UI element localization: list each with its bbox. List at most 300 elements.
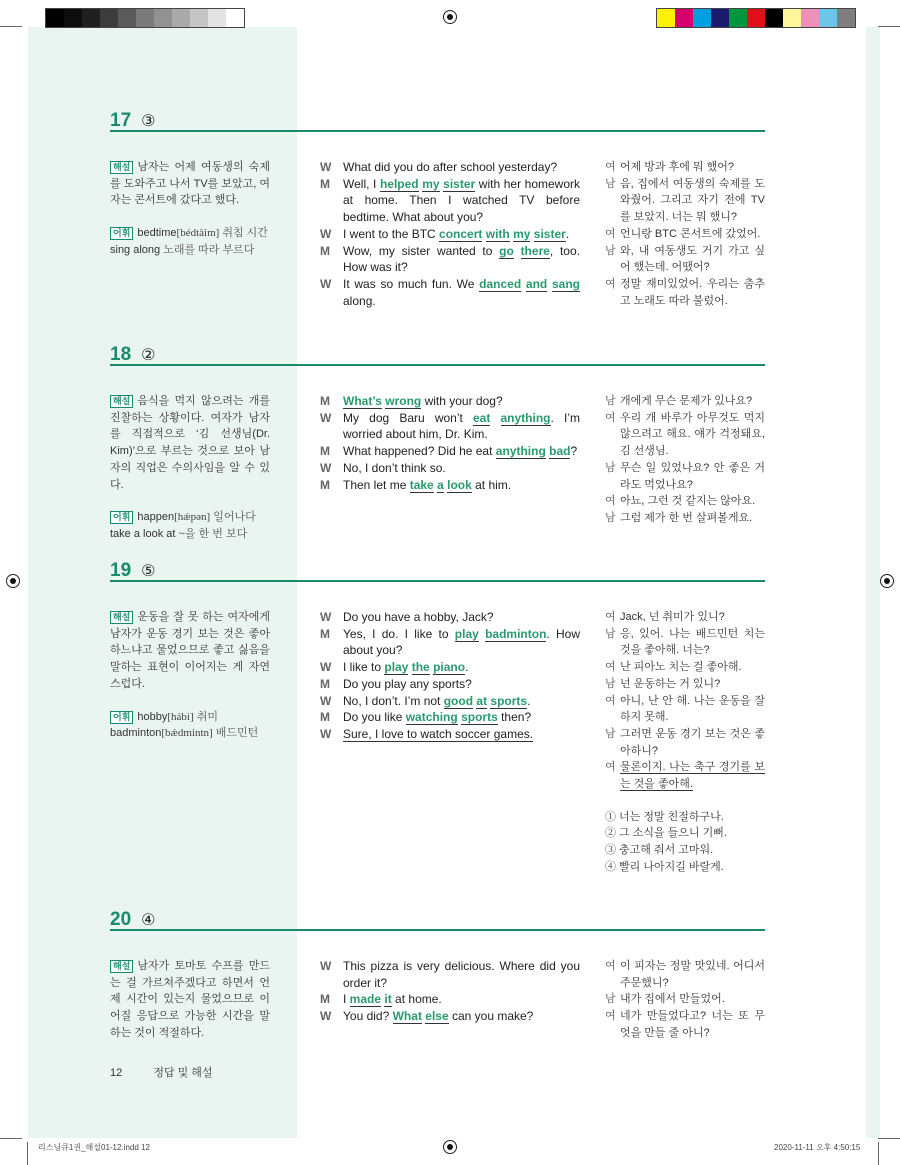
dialogue-text xyxy=(343,159,580,176)
dialogue-text xyxy=(343,393,580,410)
vocabulary-list xyxy=(110,709,270,742)
fill-in-blank-answer: at xyxy=(476,693,488,708)
translation-text-body: 아니, 난 안 해. 나는 운동을 잘하지 못해. xyxy=(620,694,765,724)
translation-line xyxy=(605,759,765,792)
translation-text-body: 난 피아노 치는 걸 좋아해. xyxy=(620,661,742,674)
translation-line xyxy=(605,991,765,1008)
translation-text-body: 무슨 일 있었나요? 안 좋은 거라도 먹었나요? xyxy=(620,461,765,491)
fill-in-blank-answer: go xyxy=(499,243,514,258)
translation-text xyxy=(620,726,765,759)
translation-text-body: 우리 개 바루가 아무것도 먹지 않으려고 해요. 얘가 걱정돼요, 김 선생님. xyxy=(620,411,765,458)
vocab-phonetic: [bédtàim] xyxy=(176,227,220,240)
translation-line xyxy=(605,958,765,991)
fill-in-blank-answer: there xyxy=(520,243,550,258)
question-number: 19 xyxy=(110,560,132,581)
translation-text-body: 언니랑 BTC 콘서트에 갔었어. xyxy=(620,227,761,240)
speaker-label: W xyxy=(320,1009,332,1024)
vocab-item xyxy=(110,526,270,543)
dialogue-segment: can you make? xyxy=(448,1009,534,1024)
fill-in-blank-answer: sang xyxy=(552,276,581,291)
translation-line xyxy=(605,693,765,726)
dialogue-segment: It was so much fun. We xyxy=(343,276,480,291)
translation-text-body: 응, 있어. 나는 배드민턴 치는 것을 좋아해. 너는? xyxy=(620,627,765,657)
translation-text-body: 네가 만들었다고? 너는 또 무엇을 만들 줄 아니? xyxy=(620,1010,765,1039)
speaker-label: M xyxy=(320,710,330,725)
speaker-label: W xyxy=(320,160,332,174)
dialogue-line xyxy=(320,659,580,676)
right-panel-strip xyxy=(866,27,880,1138)
vocab-meaning: 일어나다 xyxy=(213,511,256,524)
gray-swatch xyxy=(154,9,172,27)
dialogue-line xyxy=(320,159,580,176)
explanation-body: 음식을 먹지 않으려는 개를 진찰하는 상황이다. 여자가 남자를 직접적으로 ‘김 선생님(Dr. Kim)’으로 부르는 것으로 보아 남자의 직업은 수의사임을 알 수 있다. xyxy=(110,395,270,491)
korean-translation xyxy=(605,393,765,527)
vocab-item xyxy=(110,225,270,242)
dialogue-line xyxy=(320,176,580,226)
dialogue-text xyxy=(343,410,580,443)
dialogue-segment: Sure, I love to watch soccer games. xyxy=(343,726,534,741)
speaker-label: W xyxy=(320,959,332,973)
fill-in-blank-answer: helped xyxy=(379,176,419,191)
translation-text xyxy=(620,626,765,659)
translation-text-body: 이 피자는 정말 맛있네. 어디서 주문했니? xyxy=(620,960,765,989)
answer-option: ① 너는 정말 친절하구나. xyxy=(605,810,724,823)
translation-line xyxy=(605,176,765,226)
fill-in-blank-answer: look xyxy=(447,477,472,492)
korean-translation xyxy=(605,609,765,876)
fill-in-blank-answer: made xyxy=(349,992,382,1007)
answer-option: ③ 충고해 줘서 고마워. xyxy=(605,844,714,857)
translation-text xyxy=(620,460,765,493)
translation-line xyxy=(605,1008,765,1041)
gray-swatch xyxy=(136,9,154,27)
dialogue-text xyxy=(343,176,580,226)
dialogue-segment: What did you do after school yesterday? xyxy=(343,160,558,174)
dialogue-segment: I went to the BTC xyxy=(343,226,440,241)
speaker-label: M xyxy=(320,176,330,191)
vocab-meaning: ~을 한 번 보다 xyxy=(178,527,248,540)
color-swatch xyxy=(783,9,801,27)
dialogue-text xyxy=(343,609,580,626)
translation-text xyxy=(620,493,765,510)
explanation-text xyxy=(110,159,270,209)
translation-speaker: 남 xyxy=(605,677,616,690)
speaker-label: W xyxy=(320,226,332,241)
explanation-body: 운동을 잘 못 하는 여자에게 남자가 운동 경기 보는 것은 좋아하느냐고 물었으므로 좋고 싫음을 말하는 표현이 이어지는 게 자연스럽다. xyxy=(110,611,270,690)
trim-mark xyxy=(27,1142,28,1165)
gray-swatch xyxy=(82,9,100,27)
fill-in-blank-answer: anything xyxy=(500,410,551,425)
translation-speaker: 여 xyxy=(605,277,616,290)
dialogue-segment: What happened? Did he eat xyxy=(343,444,496,459)
translation-text xyxy=(620,243,765,276)
fill-in-blank-answer: What xyxy=(392,1009,422,1024)
answer-choice: ④ xyxy=(141,912,156,929)
page-number: 12 xyxy=(110,1067,123,1079)
vocab-item xyxy=(110,509,270,526)
answer-options xyxy=(605,809,765,876)
translation-text xyxy=(620,176,765,226)
translation-speaker: 여 xyxy=(605,661,616,674)
translation-text-body: 내가 집에서 만들었어. xyxy=(620,993,725,1006)
dialogue-line xyxy=(320,477,580,494)
translation-text-body: 아뇨, 그런 것 같지는 않아요. xyxy=(620,495,756,508)
explanation-tag: 해설 xyxy=(110,611,133,624)
slug-timestamp: 2020-11-11 오후 4:50:15 xyxy=(774,1143,861,1152)
speaker-label: W xyxy=(320,410,332,425)
dialogue-segment: Do you have a hobby, Jack? xyxy=(343,610,494,624)
translation-speaker: 남 xyxy=(605,993,616,1006)
dialogue-segment: . I’m worried about him, Dr. Kim. xyxy=(343,410,580,442)
answer-option: ② 그 소식을 들으니 기뻐. xyxy=(605,827,727,840)
translation-speaker: 여 xyxy=(605,761,616,774)
dialogue-segment: I like to xyxy=(343,660,385,675)
translation-line xyxy=(605,159,765,176)
translation-speaker: 여 xyxy=(605,694,616,707)
korean-translation xyxy=(605,159,765,309)
dialogue-segment: Then let me xyxy=(343,477,410,492)
question-number: 20 xyxy=(110,909,132,930)
translation-text-body: 음, 집에서 여동생의 숙제를 도와줬어. 그리고 자기 전에 TV를 보았지. 너는 뭐 했니? xyxy=(620,177,765,224)
vocab-word: hobby xyxy=(137,710,168,723)
dialogue-text xyxy=(343,659,580,676)
dialogue-text xyxy=(343,1008,580,1025)
dialogue-text xyxy=(343,958,580,991)
explanation-tag: 해설 xyxy=(110,960,133,973)
color-swatch xyxy=(657,9,675,27)
dialogue-segment: then? xyxy=(497,710,532,725)
translation-speaker: 여 xyxy=(605,611,616,623)
page-footer xyxy=(110,1064,241,1080)
speaker-label: W xyxy=(320,726,332,741)
translation-speaker: 남 xyxy=(605,727,616,740)
dialogue-line xyxy=(320,626,580,659)
gray-swatch xyxy=(172,9,190,27)
fill-in-blank-answer: What’s xyxy=(343,394,382,408)
fill-in-blank-answer: badminton xyxy=(485,626,547,641)
speaker-label: W xyxy=(320,610,332,624)
translation-text-body: 어제 방과 후에 뭐 했어? xyxy=(620,161,734,173)
translation-line xyxy=(605,243,765,276)
fill-in-blank-answer: piano xyxy=(433,660,466,675)
vocabulary-tag: 어휘 xyxy=(110,511,133,524)
fill-in-blank-answer: sister xyxy=(443,176,476,191)
registration-mark-icon xyxy=(443,10,457,24)
dialogue-line xyxy=(320,460,580,477)
speaker-label: M xyxy=(320,477,330,492)
dialogue-line xyxy=(320,276,580,309)
dialogue-text xyxy=(343,693,580,710)
translation-line xyxy=(605,676,765,693)
speaker-label: M xyxy=(320,626,330,641)
gray-swatch xyxy=(64,9,82,27)
translation-text-body: 개에게 무슨 문제가 있나요? xyxy=(620,395,753,407)
dialogue-text xyxy=(343,709,580,726)
fill-in-blank-answer: watching xyxy=(405,710,458,725)
dialogue-segment: along. xyxy=(343,293,376,308)
dialogue-segment: This pizza is very delicious. Where did you order it? xyxy=(343,959,580,990)
dialogue-segment: . xyxy=(465,660,469,675)
gray-swatch xyxy=(226,9,244,27)
dialogue-segment: No, I don’t. I’m not xyxy=(343,693,444,708)
fill-in-blank-answer: my xyxy=(422,176,440,191)
fill-in-blank-answer: play xyxy=(454,626,479,641)
translation-speaker: 여 xyxy=(605,161,616,173)
vocab-item xyxy=(110,725,270,742)
color-swatch xyxy=(819,9,837,27)
translation-line xyxy=(605,609,765,626)
translation-speaker: 여 xyxy=(605,227,616,240)
translation-text-body: 그럼 제가 한 번 살펴볼게요. xyxy=(620,511,753,524)
slug-filename: 리스닝큐1권_해설01-12.indd 12 xyxy=(38,1143,150,1152)
color-swatch xyxy=(729,9,747,27)
speaker-label: W xyxy=(320,693,332,708)
dialogue-script xyxy=(320,159,580,309)
dialogue-segment: at home. xyxy=(391,992,442,1007)
translation-text xyxy=(620,609,765,626)
vocab-meaning: 배드민턴 xyxy=(215,727,259,740)
translation-text xyxy=(620,759,765,792)
translation-speaker: 여 xyxy=(605,411,616,424)
dialogue-text xyxy=(343,477,580,494)
speaker-label: M xyxy=(320,992,330,1007)
fill-in-blank-answer: bad xyxy=(549,444,571,459)
fill-in-blank-answer: sports xyxy=(461,710,498,725)
translation-text-body: 물론이지. 나는 축구 경기를 보는 것을 좋아해. xyxy=(620,761,765,791)
fill-in-blank-answer: else xyxy=(425,1009,449,1024)
vocabulary-list xyxy=(110,225,270,258)
answer-choice: ③ xyxy=(141,113,156,130)
dialogue-line xyxy=(320,1008,580,1025)
translation-line xyxy=(605,226,765,243)
explanation-text xyxy=(110,609,270,693)
dialogue-script xyxy=(320,958,580,1025)
translation-text xyxy=(620,276,765,309)
speaker-label: W xyxy=(320,276,332,291)
translation-text-body: Jack, 넌 취미가 있니? xyxy=(620,611,725,623)
dialogue-line xyxy=(320,676,580,693)
vocab-word: bedtime xyxy=(137,227,177,240)
translation-text xyxy=(620,393,765,410)
translation-speaker: 남 xyxy=(605,627,616,640)
dialogue-segment: . xyxy=(565,226,570,241)
translation-line xyxy=(605,276,765,309)
translation-speaker: 여 xyxy=(605,495,616,508)
translation-speaker: 남 xyxy=(605,177,616,190)
gray-swatch xyxy=(100,9,118,27)
translation-line xyxy=(605,726,765,759)
section-header xyxy=(110,344,765,366)
translation-speaker: 남 xyxy=(605,511,616,524)
dialogue-script xyxy=(320,609,580,743)
gray-swatch xyxy=(46,9,64,27)
speaker-label: M xyxy=(320,394,330,408)
answer-choice: ② xyxy=(141,347,156,364)
dialogue-text xyxy=(343,460,580,477)
footer-section-title: 정답 및 해설 xyxy=(153,1067,213,1079)
speaker-label: M xyxy=(320,676,330,691)
translation-speaker: 남 xyxy=(605,244,616,257)
translation-text xyxy=(620,659,765,676)
dialogue-line xyxy=(320,226,580,243)
dialogue-line xyxy=(320,991,580,1008)
trim-mark xyxy=(0,26,22,27)
color-swatch xyxy=(801,9,819,27)
registration-mark-icon xyxy=(443,1140,457,1154)
translation-text-body: 넌 운동하는 거 있니? xyxy=(620,677,721,690)
vocabulary-tag: 어휘 xyxy=(110,227,133,240)
dialogue-text xyxy=(343,991,580,1008)
dialogue-text xyxy=(343,726,580,743)
translation-text-body: 그러면 운동 경기 보는 것은 좋아하니? xyxy=(620,727,765,757)
gray-swatch xyxy=(208,9,226,27)
vocab-meaning: 취미 xyxy=(196,710,218,723)
dialogue-text xyxy=(343,626,580,659)
speaker-label: W xyxy=(320,660,332,675)
dialogue-text xyxy=(343,243,580,276)
translation-text xyxy=(620,991,765,1008)
explanation-block xyxy=(110,609,270,742)
fill-in-blank-answer: my xyxy=(513,226,531,241)
fill-in-blank-answer: good xyxy=(443,693,474,708)
dialogue-segment xyxy=(490,411,500,425)
translation-line xyxy=(605,493,765,510)
dialogue-text xyxy=(343,443,580,460)
vocab-meaning: 노래를 따라 부르다 xyxy=(163,243,255,256)
translation-text xyxy=(620,226,765,243)
fill-in-blank-answer: the xyxy=(411,660,430,675)
dialogue-segment: Yes, I do. I like to xyxy=(343,626,455,641)
dialogue-segment: . xyxy=(527,693,531,708)
registration-mark-icon xyxy=(6,574,20,588)
vocab-word: happen xyxy=(137,511,175,524)
color-swatch xyxy=(747,9,765,27)
dialogue-line xyxy=(320,609,580,626)
fill-in-blank-answer: eat xyxy=(473,410,491,425)
vocab-phonetic: [bǽdmintn] xyxy=(161,727,213,740)
vocabulary-list xyxy=(110,509,270,542)
color-swatch xyxy=(711,9,729,27)
dialogue-line xyxy=(320,726,580,743)
translation-text xyxy=(620,676,765,693)
trim-mark xyxy=(0,1138,22,1139)
vocab-word: sing along xyxy=(110,243,161,256)
gray-color-bar xyxy=(45,8,245,28)
translation-line xyxy=(605,659,765,676)
dialogue-segment: Well, I xyxy=(343,176,380,191)
fill-in-blank-answer: concert xyxy=(439,226,483,241)
gray-swatch xyxy=(118,9,136,27)
dialogue-script xyxy=(320,393,580,493)
translation-speaker: 남 xyxy=(605,461,616,474)
fill-in-blank-answer: danced xyxy=(479,276,522,291)
translation-line xyxy=(605,626,765,659)
vocab-item xyxy=(110,709,270,726)
translation-line xyxy=(605,510,765,527)
dialogue-segment: My dog Baru won’t xyxy=(343,410,473,425)
translation-line xyxy=(605,393,765,410)
speaker-label: M xyxy=(320,243,330,258)
dialogue-segment: Do you like xyxy=(343,710,406,725)
dialogue-segment xyxy=(514,244,521,258)
translation-text xyxy=(620,958,765,991)
explanation-block xyxy=(110,393,270,543)
dialogue-text xyxy=(343,226,580,243)
vocab-word: badminton xyxy=(110,727,162,740)
translation-text-body: 와, 내 여동생도 거기 가고 싶어 했는데. 어땠어? xyxy=(620,244,765,274)
translation-speaker: 여 xyxy=(605,960,616,972)
dialogue-line xyxy=(320,443,580,460)
answer-option: ④ 빨리 나아지길 바랄게. xyxy=(605,860,724,873)
translation-text xyxy=(620,159,765,176)
translation-text-body: 정말 재미있었어. 우리는 춤추고 노래도 따라 불렀어. xyxy=(620,277,765,307)
color-swatch xyxy=(837,9,855,27)
vocabulary-tag: 어휘 xyxy=(110,711,133,724)
trim-mark xyxy=(878,1142,879,1165)
explanation-tag: 해설 xyxy=(110,161,133,174)
dialogue-line xyxy=(320,243,580,276)
explanation-block xyxy=(110,159,270,259)
korean-translation xyxy=(605,958,765,1042)
color-swatch xyxy=(693,9,711,27)
trim-mark xyxy=(878,26,900,27)
explanation-text xyxy=(110,393,270,493)
dialogue-segment: , too. How was it? xyxy=(343,243,580,275)
translation-speaker: 남 xyxy=(605,395,616,407)
fill-in-blank-answer: take xyxy=(409,477,434,492)
vocab-phonetic: [hábi] xyxy=(167,710,194,723)
dialogue-segment: with her homework at home. Then I watched TV before bedtime. What about you? xyxy=(343,176,580,225)
translation-text xyxy=(620,693,765,726)
translation-speaker: 여 xyxy=(605,1010,616,1023)
question-number: 17 xyxy=(110,110,132,131)
explanation-body: 남자가 토마토 수프를 만드는 걸 가르쳐주겠다고 하면서 언제 시간이 있는지 물었으므로 이어질 응답으로 가능한 시간을 말하는 것이 적절하다. xyxy=(110,960,270,1039)
vocab-item xyxy=(110,242,270,259)
speaker-label: M xyxy=(320,444,330,459)
dialogue-segment: at him. xyxy=(471,477,512,492)
fill-in-blank-answer: wrong xyxy=(385,394,422,408)
dialogue-line xyxy=(320,709,580,726)
fill-in-blank-answer: with xyxy=(485,226,510,241)
section-header xyxy=(110,110,765,132)
fill-in-blank-answer: it xyxy=(384,992,392,1007)
translation-line xyxy=(605,410,765,460)
dialogue-text xyxy=(343,676,580,693)
registration-mark-icon xyxy=(880,574,894,588)
explanation-block xyxy=(110,958,270,1042)
dialogue-segment: Wow, my sister wanted to xyxy=(343,243,500,258)
fill-in-blank-answer: and xyxy=(525,276,548,291)
vocab-word: take a look at xyxy=(110,527,176,540)
vocab-phonetic: [hǽpən] xyxy=(174,511,211,524)
dialogue-segment: Do you play any sports? xyxy=(343,676,472,691)
fill-in-blank-answer: a xyxy=(437,477,444,492)
translation-text xyxy=(620,1008,765,1041)
fill-in-blank-answer: anything xyxy=(495,444,546,459)
dialogue-segment: with your dog? xyxy=(421,394,503,408)
color-swatch xyxy=(765,9,783,27)
trim-mark xyxy=(878,1138,900,1139)
speaker-label: W xyxy=(320,460,332,475)
explanation-tag: 해설 xyxy=(110,395,133,408)
explanation-text xyxy=(110,958,270,1042)
dialogue-line xyxy=(320,410,580,443)
fill-in-blank-answer: sister xyxy=(533,226,566,241)
color-swatch xyxy=(675,9,693,27)
dialogue-line xyxy=(320,958,580,991)
dialogue-line xyxy=(320,693,580,710)
vocab-meaning: 취침 시간 xyxy=(222,227,268,240)
